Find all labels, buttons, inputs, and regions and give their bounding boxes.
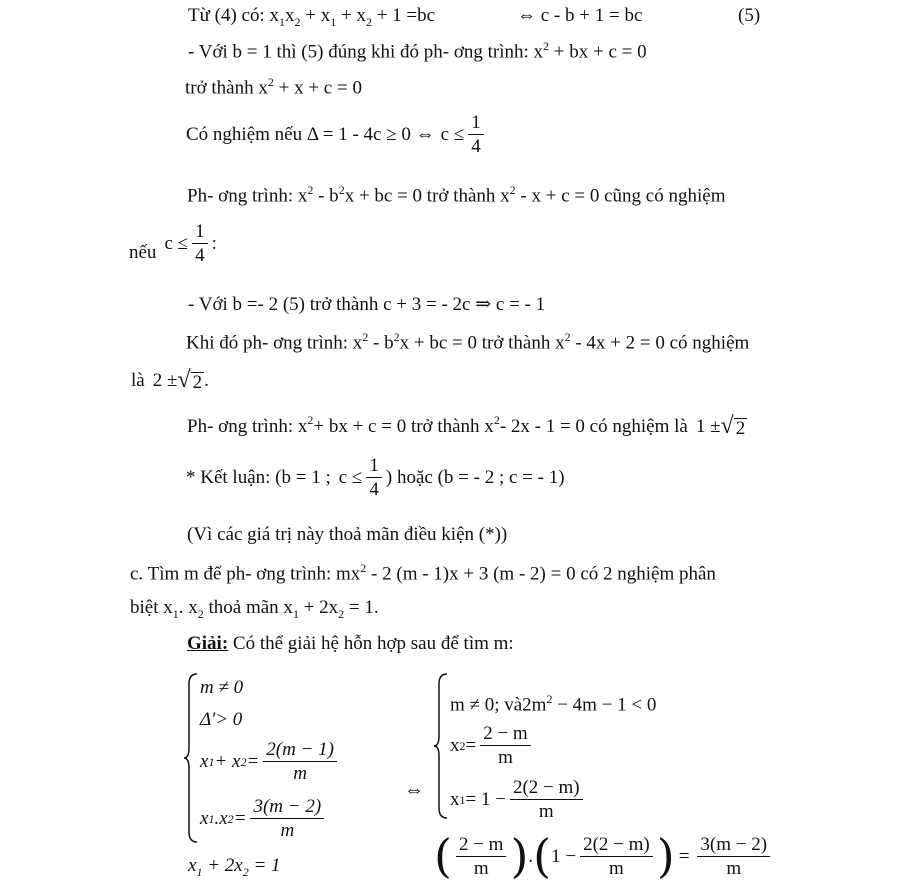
- system-right-row-1: [450, 693, 656, 714]
- text: - Với b = 1 thì (5) đúng khi đó ph- ơng trình: x: [188, 41, 544, 63]
- left-brace: [183, 672, 199, 844]
- sqrt-2: [721, 414, 748, 438]
- text: + x + c = 0: [273, 77, 362, 99]
- superscript: 2: [509, 183, 516, 197]
- line-3: [185, 76, 362, 97]
- text: x: [188, 855, 197, 876]
- text: :: [211, 233, 217, 254]
- fraction: [480, 724, 531, 767]
- line-13: [130, 562, 716, 583]
- equals: =: [678, 845, 690, 867]
- text: - b: [368, 332, 394, 354]
- line-1: [188, 6, 435, 28]
- text: = 1 −: [465, 789, 506, 810]
- dot: .: [528, 845, 534, 867]
- system-right-row-3: [450, 778, 587, 821]
- text: là: [131, 369, 145, 391]
- text: Từ (4) có: x: [188, 5, 280, 26]
- fraction: [580, 835, 653, 878]
- subscript: 2: [197, 606, 204, 621]
- left-paren: (: [533, 829, 552, 883]
- fraction: [510, 778, 583, 821]
- line-5: [187, 184, 725, 205]
- line-9: [131, 368, 209, 392]
- text: + bx + c = 0 trở thành x: [313, 415, 494, 437]
- denominator: m: [293, 763, 307, 784]
- denominator: m: [473, 857, 489, 879]
- text: x: [200, 808, 209, 829]
- denominator: 4: [195, 245, 205, 266]
- superscript: 2: [493, 413, 500, 427]
- subscript: 1: [208, 754, 215, 769]
- inequality: c ≤: [338, 467, 363, 488]
- denominator: m: [538, 801, 554, 822]
- line-12: (Vì các giá trị này thoả mãn điều kiện (*)): [187, 524, 508, 545]
- text: − 4m − 1 < 0: [552, 694, 657, 716]
- radicand: 2: [735, 418, 746, 439]
- inequality: c ≤: [164, 233, 189, 254]
- fraction: [263, 740, 337, 783]
- line-2: [188, 40, 647, 61]
- text: 1 −: [551, 845, 577, 867]
- subscript: 2: [242, 864, 249, 879]
- text: =: [465, 735, 477, 756]
- text: + bx + c = 0: [549, 41, 647, 63]
- text: + x: [336, 5, 366, 26]
- numerator: 2(2 − m): [510, 778, 583, 800]
- subscript: 2: [240, 754, 247, 769]
- system-right-row-2: [450, 724, 535, 767]
- text: + 2x: [202, 855, 243, 876]
- superscript: 2: [393, 330, 400, 344]
- text: Có nghiệm nếu Δ = 1 - 4c ≥ 0 ⇔: [186, 124, 435, 145]
- denominator: 4: [471, 136, 481, 157]
- subscript: 1: [279, 14, 286, 29]
- text: trở thành x: [185, 77, 268, 99]
- denominator: m: [498, 747, 513, 768]
- text: x: [200, 751, 209, 772]
- subscript: 1: [196, 864, 203, 879]
- radical-sign: √: [720, 413, 734, 439]
- denominator: m: [609, 857, 624, 879]
- superscript: 2: [360, 561, 367, 575]
- line-10: [187, 414, 747, 438]
- text: thoả mãn x: [203, 597, 293, 618]
- text: ) hoặc (b = - 2 ; c = - 1): [385, 467, 565, 488]
- numerator: 1: [468, 113, 484, 135]
- superscript: 2: [267, 75, 274, 89]
- right-brace: [433, 672, 449, 820]
- radicand: 2: [192, 372, 203, 393]
- text: + x: [300, 5, 331, 26]
- subscript: 2: [459, 738, 466, 753]
- text: x + bc = 0 trở thành x: [399, 332, 565, 354]
- line-1-text: [188, 6, 435, 28]
- text: nếu: [129, 242, 157, 263]
- left-paren: (: [434, 829, 452, 883]
- numerator: 2 − m: [480, 724, 531, 746]
- superscript: 2: [564, 330, 571, 344]
- text: = 1.: [344, 597, 379, 618]
- radical-sign: √: [177, 367, 191, 393]
- text: x: [450, 789, 460, 810]
- inequality: c ≤: [440, 124, 465, 145]
- text: Ph- ơng trình: x: [187, 185, 308, 207]
- fraction: [250, 797, 324, 840]
- text: 2 ±: [152, 369, 178, 391]
- fraction: [697, 835, 770, 878]
- text: - x + c = 0 cũng có nghiệm: [515, 185, 726, 207]
- text: + 2x: [298, 597, 339, 618]
- denominator: m: [280, 820, 295, 841]
- subscript: 2: [338, 606, 345, 621]
- text: . x: [178, 597, 198, 618]
- text: x + bc = 0 trở thành x: [344, 185, 510, 207]
- superscript: 2: [307, 413, 314, 427]
- text: + 1 =bc: [371, 5, 436, 26]
- text: + x: [214, 751, 241, 772]
- superscript: 2: [307, 183, 314, 197]
- equation-number-5: (5): [738, 5, 761, 26]
- text: x: [450, 735, 460, 756]
- text: =: [233, 808, 247, 829]
- text: - 4x + 2 = 0 có nghiệm: [570, 332, 750, 354]
- line-15: [187, 634, 514, 653]
- sqrt-2: [177, 368, 204, 392]
- text: Có thể giải hệ hỗn hợp sau để tìm m:: [228, 633, 514, 654]
- text: - b: [313, 185, 339, 207]
- subscript: 2: [365, 14, 372, 29]
- text: Ph- ơng trình: x: [187, 415, 308, 437]
- numerator: 2 − m: [456, 835, 507, 857]
- text: Khi đó ph- ơng trình: x: [186, 332, 363, 354]
- text: m ≠ 0; và2m: [450, 694, 547, 716]
- system-left-row-1: m ≠ 0: [200, 677, 244, 698]
- numerator: 3(m − 2): [250, 797, 324, 819]
- text: =: [246, 751, 260, 772]
- text: * Kết luận: (b = 1 ;: [186, 467, 331, 488]
- fraction: [456, 835, 507, 878]
- subscript: 1: [208, 811, 215, 826]
- fraction-one-quarter: [192, 222, 208, 265]
- subscript: 1: [292, 606, 299, 621]
- numerator: 3(m − 2): [697, 835, 770, 857]
- right-paren: ): [510, 829, 529, 883]
- subscript: 1: [459, 792, 466, 807]
- system-left-row-2: Δ'> 0: [200, 709, 243, 730]
- system-right-row-4: [434, 829, 774, 883]
- line-6: [129, 222, 217, 265]
- system-left-row-4: [200, 797, 328, 840]
- solution-label: Giải:: [187, 633, 229, 654]
- text: .x: [214, 808, 228, 829]
- denominator: m: [726, 857, 742, 879]
- fraction-one-quarter: [468, 113, 484, 156]
- text: c. Tìm m để ph- ơng trình: mx: [130, 563, 361, 585]
- superscript: 2: [546, 692, 553, 706]
- subscript: 2: [227, 811, 234, 826]
- right-paren: ): [656, 829, 675, 883]
- line-7: - Với b =- 2 (5) trở thành c + 3 = - 2c ⇒ c = - 1: [188, 294, 546, 315]
- subscript: 1: [172, 606, 179, 621]
- superscript: 2: [543, 39, 550, 53]
- equivalence-symbol: ⇔: [404, 779, 424, 801]
- line-8: [186, 331, 749, 352]
- numerator: 1: [192, 222, 208, 244]
- denominator: 4: [369, 479, 379, 500]
- fraction-one-quarter: [366, 456, 382, 499]
- superscript: 2: [338, 183, 345, 197]
- text: - 2x - 1 = 0 có nghiệm là: [499, 415, 688, 437]
- text: .: [204, 369, 209, 391]
- numerator: 2(m − 1): [263, 740, 337, 762]
- text: - 2 (m - 1)x + 3 (m - 2) = 0 có 2 nghiệm phân: [366, 563, 716, 585]
- line-11-conclusion: [186, 456, 565, 499]
- subscript: 1: [330, 14, 337, 29]
- numerator: 1: [366, 456, 382, 478]
- numerator: 2(2 − m): [580, 835, 653, 857]
- line-14: [130, 598, 379, 620]
- line-4: [186, 113, 488, 156]
- subscript: 2: [294, 14, 301, 29]
- superscript: 2: [362, 330, 369, 344]
- text: = 1: [248, 855, 281, 876]
- system-left-row-5: [188, 856, 281, 878]
- line-1-equiv: ⇔ c - b + 1 = bc: [517, 5, 643, 26]
- text: biệt x: [130, 597, 173, 618]
- text: x: [285, 5, 295, 26]
- text: 1 ±: [695, 415, 721, 437]
- system-left-row-3: [200, 740, 341, 783]
